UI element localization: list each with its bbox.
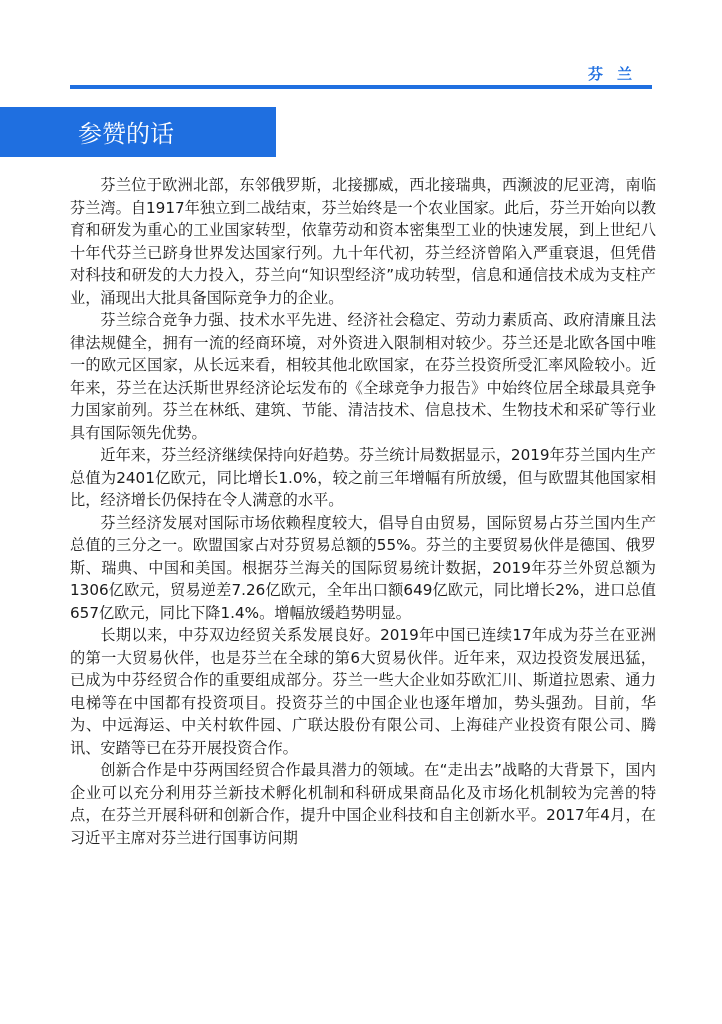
paragraph: 长期以来，中芬双边经贸关系发展良好。2019年中国已连续17年成为芬兰在亚洲的第一大贸易伙伴，也是芬兰在全球的第6大贸易伙伴。近年来，双边投资发展迅猛，已成为中芬经贸合作的重要组成部分。芬兰一些大企业如芬欧汇川、斯道拉恩索、通力电梯等在中国都有投资项目。投资芬兰的中国企业也逐年增加，势头强劲。目前，华为、中远海运、中关村软件园、广联达股份有限公司、上海硅产业投资有限公司、腾讯、安踏等已在芬开展投资合作。 (70, 626, 656, 757)
paragraph: 创新合作是中芬两国经贸合作最具潜力的领域。在“走出去”战略的大背景下，国内企业可以充分利用芬兰新技术孵化机制和科研成果商品化及市场化机制较为完善的特点，在芬兰开展科研和创新合作，提升中国企业科技和自主创新水平。2017年4月，在习近平主席对芬兰进行国事访问期 (70, 761, 656, 847)
running-head-title: 芬兰 (587, 65, 646, 83)
paragraph: 芬兰经济发展对国际市场依赖程度较大，倡导自由贸易，国际贸易占芬兰国内生产总值的三分之一。欧盟国家占对芬贸易总额的55%。芬兰的主要贸易伙伴是德国、俄罗斯、瑞典、中国和美国。根据芬兰海关的国际贸易统计数据，2019年芬兰外贸总额为1306亿欧元，贸易逆差7.26亿欧元，全年出口额649亿欧元，同比增长2%，进口总值657亿欧元，同比下降1.4%。增幅放缓趋势明显。 (70, 513, 656, 622)
paragraph: 近年来，芬兰经济继续保持向好趋势。芬兰统计局数据显示，2019年芬兰国内生产总值为2401亿欧元，同比增长1.0%，较之前三年增幅有所放缓，但与欧盟其他国家相比，经济增长仍保持在令人满意的水平。 (70, 446, 656, 509)
paragraph: 芬兰综合竞争力强、技术水平先进、经济社会稳定、劳动力素质高、政府清廉且法律法规健全，拥有一流的经商环境，对外资进入限制相对较少。芬兰还是北欧各国中唯一的欧元区国家，从长远来看，相较其他北欧国家，在芬兰投资所受汇率风险较小。近年来，芬兰在达沃斯世界经济论坛发布的《全球竞争力报告》中始终位居全球最具竞争力国家前列。芬兰在林纸、建筑、节能、清洁技术、信息技术、生物技术和采矿等行业具有国际领先优势。 (70, 311, 656, 442)
section-title: 参赞的话 (78, 120, 174, 148)
article-body (70, 174, 656, 849)
paragraph: 芬兰位于欧洲北部，东邻俄罗斯，北接挪威，西北接瑞典，西濒波的尼亚湾，南临芬兰湾。自1917年独立到二战结束，芬兰始终是一个农业国家。此后，芬兰开始向以教育和研发为重心的工业国家转型，依靠劳动和资本密集型工业的快速发展，到上世纪八十年代芬兰已跻身世界发达国家行列。九十年代初，芬兰经济曾陷入严重衰退，但凭借对科技和研发的大力投入，芬兰向“知识型经济”成功转型，信息和通信技术成为支柱产业，涌现出大批具备国际竞争力的企业。 (70, 176, 656, 307)
header-divider (70, 85, 652, 89)
